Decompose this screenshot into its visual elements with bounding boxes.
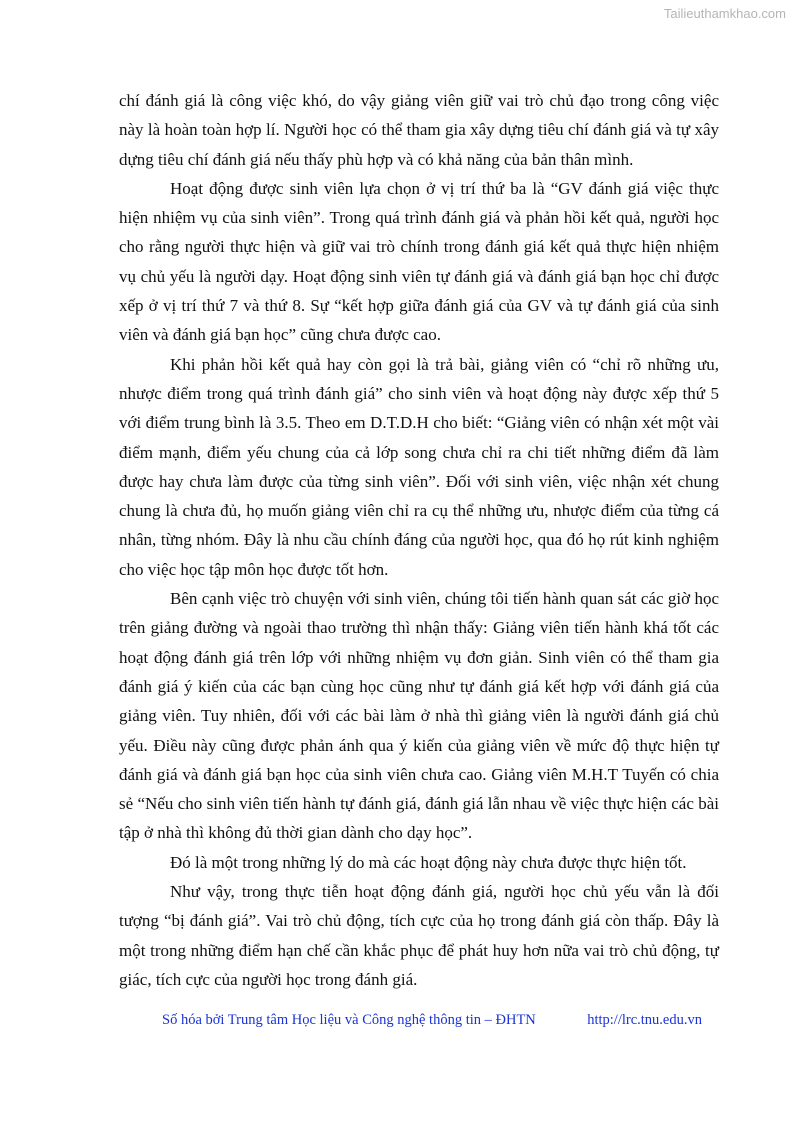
- footer-source: Số hóa bởi Trung tâm Học liệu và Công nghệ thông tin – ĐHTN: [162, 1012, 536, 1028]
- paragraph-2: Hoạt động được sinh viên lựa chọn ở vị trí thứ ba là “GV đánh giá việc thực hiện nhiệm vụ của sinh viên”. Trong quá trình đánh giá và phản hồi kết quả, người học cho rằng người thực hiện và giữ vai trò chính trong đánh giá kết quả thực hiện nhiệm vụ chủ yếu là người dạy. Hoạt động sinh viên tự đánh giá và đánh giá bạn học chỉ được xếp ở vị trí thứ 7 và thứ 8. Sự “kết hợp giữa đánh giá của GV và tự đánh giá của sinh viên và đánh giá bạn học” cũng chưa được cao.: [119, 178, 719, 345]
- paragraph-5: Đó là một trong những lý do mà các hoạt động này chưa được thực hiện tốt.: [170, 852, 687, 872]
- paragraph-6: Như vậy, trong thực tiễn hoạt động đánh giá, người học chủ yếu vẫn là đối tượng “bị đánh giá”. Vai trò chủ động, tích cực của họ trong đánh giá còn thấp. Đây là một trong những điểm hạn chế cần khắc phục để phát huy hơn nữa vai trò chủ động, tự giác, tích cực của người học trong đánh giá.: [119, 882, 719, 989]
- document-body: [119, 86, 719, 994]
- watermark: Tailieuthamkhao.com: [663, 6, 786, 21]
- paragraph-1: chí đánh giá là công việc khó, do vậy giảng viên giữ vai trò chủ đạo trong công việc này là hoàn toàn hợp lí. Người học có thể tham gia xây dựng tiêu chí đánh giá và tự xây dựng tiêu chí đánh giá nếu thấy phù hợp và có khả năng của bản thân mình.: [119, 91, 719, 169]
- paragraph-4: Bên cạnh việc trò chuyện với sinh viên, chúng tôi tiến hành quan sát các giờ học trên giảng đường và ngoài thao trường thì nhận thấy: Giảng viên tiến hành khá tốt các hoạt động đánh giá trên lớp với những nhiệm vụ đơn giản. Sinh viên có thể tham gia đánh giá ý kiến của các bạn cùng học cũng như tự đánh giá kết hợp với đánh giá của giảng viên. Tuy nhiên, đối với các bài làm ở nhà thì giảng viên là người đánh giá chủ yếu. Điều này cũng được phản ánh qua ý kiến của giảng viên về mức độ thực hiện tự đánh giá và đánh giá bạn học của sinh viên chưa cao. Giảng viên M.H.T Tuyến có chia sẻ “Nếu cho sinh viên tiến hành tự đánh giá, đánh giá lẫn nhau về việc thực hiện các bài tập ở nhà thì không đủ thời gian dành cho dạy học”.: [119, 589, 719, 843]
- footer-url-link[interactable]: http://lrc.tnu.edu.vn: [587, 1012, 702, 1028]
- paragraph-3: Khi phản hồi kết quả hay còn gọi là trả bài, giảng viên có “chỉ rõ những ưu, nhược điểm trong quá trình đánh giá” cho sinh viên và hoạt động này được xếp thứ 5 với điểm trung bình là 3.5. Theo em D.T.D.H cho biết: “Giảng viên có nhận xét một vài điểm mạnh, điểm yếu chung của cả lớp song chưa chỉ ra chi tiết những điểm đã làm được hay chưa làm được của từng sinh viên”. Đối với sinh viên, việc nhận xét chung chung là chưa đủ, họ muốn giảng viên chỉ ra cụ thể những ưu, nhược điểm của từng cá nhân, từng nhóm. Đây là nhu cầu chính đáng của người học, qua đó họ rút kinh nghiệm cho việc học tập môn học được tốt hơn.: [119, 354, 719, 579]
